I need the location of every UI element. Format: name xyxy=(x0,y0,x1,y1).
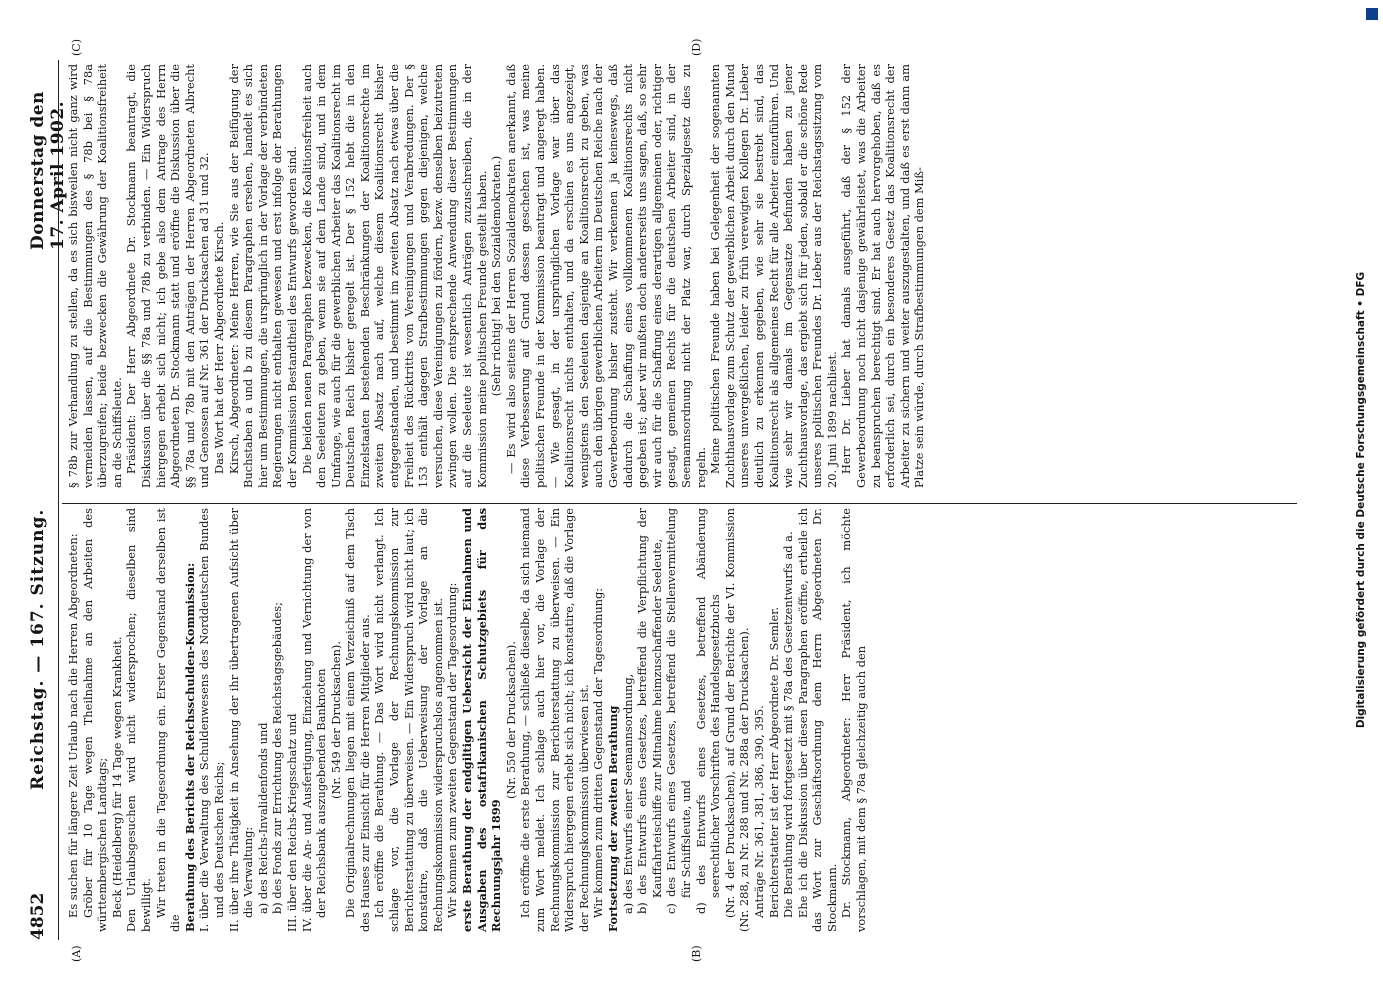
margin-marker-b: (B) xyxy=(690,945,703,962)
paragraph: Ehe ich die Diskussion über diesen Paragraphen eröffne, ertheile ich das Wort zur Geschäftsordnung dem Herrn Abgeordneten Dr. Stockmann. xyxy=(795,508,839,932)
paragraph: Berichterstatter ist der Herr Abgeordnete Dr. Semler. xyxy=(766,606,781,918)
paragraph: Anträge Nr. 361, 381, 386, 390, 395. xyxy=(751,705,766,918)
list-item: II. über ihre Thätigkeit in Ansehung der ihr übertragenen Aufsicht über die Verwaltung: xyxy=(226,508,256,932)
paragraph: — Es wird also seitens der Herren Sozialdemokraten anerkannt, daß diese Verbesserung auf Grund dessen geschehen ist, was meine politischen Freunde in der Kommission beantragt und angeregt haben. — Wie gesagt, in der ursprünglichen Vorlage war über das Koalitionsrecht nichts enthalten, und da erschien es uns angezeigt, wenigstens den Seeleuten dasjenige an Koalitionsrecht zu geben, was auch den übrigen gewerblichen Arbeitern im Deutschen Reiche nach der Gewerbeordnung bisher zusteht. Wir verkennen ja keineswegs, daß dadurch die Schaffung eines vollkommenen Koalitionsrechts nicht gegeben ist; aber wir mußten doch andererseits uns sagen, daß, so sehr wir auch für die Schaffung eines derartigen allgemeinen oder, richtiger gesagt, gemeinen Rechts für die deutschen Arbeiter sind, in der Seemannsordnung nicht der Platz war, durch Spezialgesetz dies zu regeln. xyxy=(503,64,708,488)
paragraph: Beck (Heidelberg) für 14 Tage wegen Krankheit. xyxy=(109,636,124,918)
agenda-item-heading: erste Berathung der endgiltigen Uebersicht der Einnahmen und Ausgaben des ostafrikanischen Schutzgebiets für das Rechnungsjahr 1899 xyxy=(460,508,504,932)
digitization-credit: Digitalisierung gefördert durch die Deutsche Forschungsgemeinschaft • DFG xyxy=(1355,271,1367,729)
paragraph: Die Berathung wird fortgesetzt mit § 78a des Gesetzentwurfs ad a. xyxy=(781,531,796,918)
list-item: III. über den Reichs-Kriegsschatz und xyxy=(284,713,299,932)
list-item: b) des Entwurfs eines Gesetzes, betreffend die Verpflichtung der Kauffahrteischiffe zur Mitnahme heimzuschaffender Seeleute, xyxy=(635,508,664,914)
reference: (Nr. 549 der Drucksachen). xyxy=(328,641,343,799)
margin-marker-a: (A) xyxy=(70,945,83,962)
margin-marker-d: (D) xyxy=(690,38,703,56)
paragraph: Dr. Stockmann, Abgeordneter: Herr Präsident, ich möchte vorschlagen, mit dem § 78a gleichzeitig auch den xyxy=(839,508,869,932)
paragraph: Wir kommen zum zweiten Gegenstand der Tagesordnung: xyxy=(445,582,460,918)
list-item: I. über die Verwaltung des Schuldenwesens des Norddeutschen Bundes und des Deutschen Reichs; xyxy=(197,508,226,932)
paragraph: Ich eröffne die erste Berathung, — schließe dieselbe, da sich niemand zum Wort meldet. Ich schlage auch hier vor, die Vorlage der Rechnungskommission zur Berichterstattung zu überweisen. — Ein Widerspruch hiergegen erhebt sich nicht; ich konstatire, daß die Vorlage der Rechnungskommission überwiesen ist. xyxy=(518,508,591,932)
paragraph: Die beiden neuen Paragraphen bezwecken, die Koalitionsfreiheit auch den Seeleuten zu geben, wenn sie auf dem Lande sind, und in dem Umfange, wie auch für die gewerblichen Arbeiter das Koalitionsrecht im Deutschen Reich bisher geregelt ist. Der § 152 hebt die in den Einzelstaaten bestehenden Beschränkungen der Koalitionsrechte im zweiten Absatz nach auf, welche diesem Koalitionsrecht bisher entgegenstanden, und bestimmt im zweiten Absatz nach etwas über die Freiheit des Rücktritts von Vereinigungen und Verabredungen. Der § 153 enthält dagegen Strafbestimmungen gegen diejenigen, welche versuchen, diese Vereinigungen zu fördern, bezw. denselben beizutreten zwingen wollen. Die entsprechende Anwendung dieser Bestimmungen auf die Seeleute ist wesentlich Anträgen zuzuschreiben, die in der Kommission meine politischen Freunde gestellt haben. xyxy=(299,64,489,488)
interjection: (Sehr richtig! bei den Sozialdemokraten.) xyxy=(489,155,504,397)
paragraph: Den Urlaubsgesuchen wird nicht widersprochen; dieselben sind bewilligt. xyxy=(124,508,153,932)
list-item: b) des Fonds zur Errichtung des Reichstagsgebäudes; xyxy=(270,602,285,914)
session-date: Donnerstag den 17. April 1902. xyxy=(28,91,68,250)
agenda-item-heading: Berathung des Berichts der Reichsschulden-Kommission: xyxy=(182,562,197,932)
agenda-item-heading: Fortsetzung der zweiten Berathung xyxy=(605,705,620,932)
page-number: 4852 xyxy=(28,892,48,940)
paragraph: Wir kommen zum dritten Gegenstand der Tagesordnung: xyxy=(591,587,606,918)
paragraph: Kirsch, Abgeordneter: Meine Herren, wie Sie aus der Beifügung der Buchstaben a und b zu diesem Paragraphen ersehen, handelt es sich hier um Bestimmungen, die ursprünglich in der Vorlage der verbündeten Regierungen nicht enthalten gewesen und erst infolge der Berathungen der Kommission Bestandtheil des Entwurfs geworden sind. xyxy=(226,64,299,488)
right-column xyxy=(66,64,927,488)
paragraph: Präsident: Der Herr Abgeordnete Dr. Stockmann beantragt, die Diskussion über die §§ 78a und 78b zu verbinden. — Ein Widerspruch hiergegen erhebt sich nicht; ich gebe also dem Antrage des Herrn Abgeordneten Dr. Stockmann statt und eröffne die Diskussion über die §§ 78a und 78b mit den Anträgen der Herren Abgeordneten Albrecht und Genossen auf Nr. 361 der Drucksachen ad 31 und 32. xyxy=(124,64,212,488)
list-item: d) des Entwurfs eines Gesetzes, betreffend Abänderung seerechtlicher Vorschriften des Handelsgesetzbuchs xyxy=(693,508,723,914)
list-item: IV. über die An- und Ausfertigung, Einziehung und Vernichtung der von der Reichsbank auszugebenden Banknoten xyxy=(299,508,329,932)
paragraph: Wir treten in die Tagesordnung ein. Erster Gegenstand derselben ist die xyxy=(153,508,183,932)
paragraph: Das Wort hat der Herr Abgeordnete Kirsch. xyxy=(211,221,226,474)
session-title: Reichstag. — 167. Sitzung. xyxy=(28,508,48,790)
column-divider xyxy=(62,503,1297,504)
header-rule xyxy=(58,60,59,940)
paragraph: Meine politischen Freunde haben bei Gelegenheit der sogenannten Zuchthausvorlage zum Schutz der gewerblichen Arbeit durch den Mund unseres unvergeßlichen, leider zu früh verewigten Kollegen Dr. Lieber deutlich zu erkennen gegeben, wie sehr sie bestrebt sind, das Koalitionsrecht als allgemeines Recht für alle Arbeiter einzuführen. Und wie sehr wir damals im Gegensatze befunden haben zu jener Zuchthausvorlage, das ergiebt sich für jeden, sobald er die schöne Rede unseres politischen Freundes Dr. Lieber aus der Reichstagssitzung vom 20. Juni 1899 nachliest. xyxy=(708,64,839,488)
list-item: c) des Entwurfs eines Gesetzes, betreffend die Stellenvermittelung für Schiffsleute, und xyxy=(664,508,693,914)
paragraph: Es suchen für längere Zeit Urlaub nach die Herren Abgeordneten: xyxy=(66,533,80,918)
dfg-logo-icon xyxy=(1366,8,1378,20)
page-header xyxy=(28,60,68,940)
paragraph: § 78b zur Verhandlung zu stellen, da es sich bisweilen nicht ganz wird vermeiden lassen, auf die Bestimmungen des § 78b bei § 78a überzugreifen; beide bezwecken die Gewährung der Koalitionsfreiheit an die Schiffsleute. xyxy=(66,64,124,488)
margin-marker-c: (C) xyxy=(70,39,83,56)
paragraph: Ich eröffne die Berathung. — Das Wort wird nicht verlangt. Ich schlage vor, die Vorlage der Rechnungskommission zur Berichterstattung zu überweisen. — Ein Widerspruch wird nicht laut; ich konstatire, daß die Ueberweisung der Vorlage an die Rechnungskommission widerspruchslos angenommen ist. xyxy=(372,508,445,932)
reference: (Nr. 550 der Drucksachen). xyxy=(503,641,518,799)
paragraph: Gröber für 10 Tage wegen Theilnahme an den Arbeiten des württembergischen Landtags; xyxy=(80,508,110,932)
paragraph: Herr Dr. Lieber hat damals ausgeführt, daß der § 152 der Gewerbeordnung noch nicht dasjenige gewährleistet, was die Arbeiter zu beanspruchen berechtigt sind. Er hat auch hervorgehoben, daß es erforderlich sei, durch ein besonderes Gesetz das Koalitionsrecht der Arbeiter zu sichern und weiter auszugestalten, und daß es erst dann am Platze sein würde, durch Strafbestimmungen dem Miß- xyxy=(839,64,927,488)
paragraph: (Nr. 4 der Drucksachen), auf Grund der Berichte der VI. Kommission (Nr. 288, zu Nr. 288 und Nr. 288a der Drucksachen). xyxy=(722,508,752,932)
list-item: a) des Reichs-Invalidenfonds und xyxy=(255,722,270,914)
left-column xyxy=(66,508,869,932)
list-item: a) des Entwurfs einer Seemannsordnung, xyxy=(620,673,635,914)
paragraph: Die Originalrechnungen liegen mit einem Verzeichniß auf dem Tisch des Hauses zur Einsicht für die Herren Mitglieder aus. xyxy=(343,508,372,932)
